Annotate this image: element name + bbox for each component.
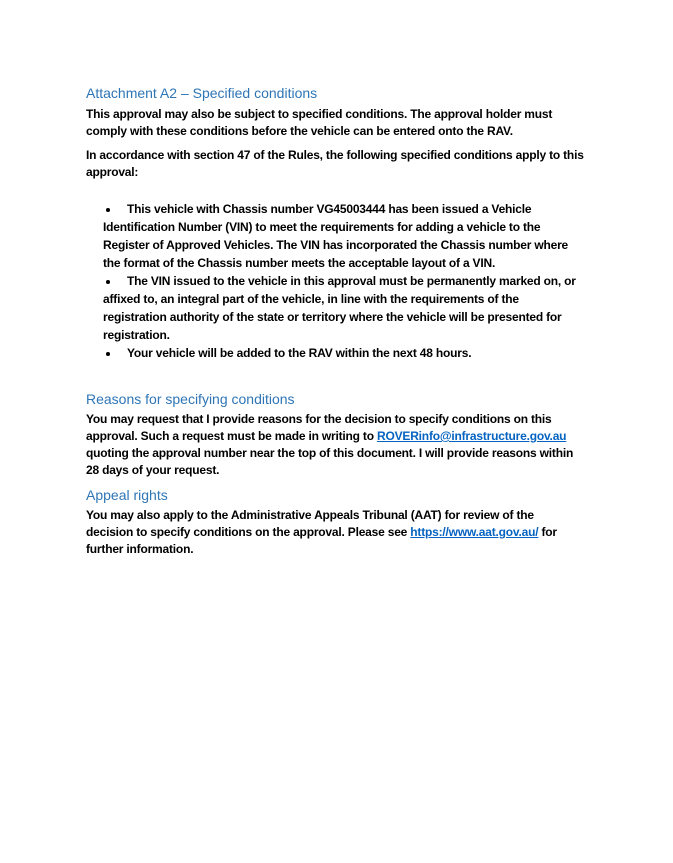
- bullet-icon: [103, 344, 127, 362]
- bullet-item: [103, 272, 598, 344]
- bullet-icon: [103, 272, 127, 290]
- reasons-paragraph: [86, 411, 598, 479]
- document-content: [86, 84, 598, 558]
- intro-paragraph-1: [86, 106, 598, 140]
- bullet-text: The VIN issued to the vehicle in this approval must be permanently marked on, or: [127, 274, 576, 288]
- paragraph-line: You may also apply to the Administrative Appeals Tribunal (AAT) for review of the: [86, 508, 534, 522]
- paragraph-line: [86, 428, 598, 445]
- bullet-line: [103, 344, 598, 362]
- paragraph-line: further information.: [86, 542, 194, 556]
- appeal-rights-heading: Appeal rights: [86, 487, 168, 503]
- rover-email-link[interactable]: ROVERinfo@infrastructure.gov.au: [377, 429, 567, 443]
- bullet-line: Identification Number (VIN) to meet the requirements for adding a vehicle to the: [103, 220, 541, 234]
- aat-website-link[interactable]: https://www.aat.gov.au/: [410, 525, 539, 539]
- paragraph-line: This approval may also be subject to specified conditions. The approval holder must: [86, 107, 553, 121]
- bullet-line: [103, 200, 598, 218]
- bullet-text: This vehicle with Chassis number VG45003444 has been issued a Vehicle: [127, 202, 532, 216]
- bullet-text: Your vehicle will be added to the RAV within the next 48 hours.: [127, 346, 472, 360]
- paragraph-line: quoting the approval number near the top of this document. I will provide reasons within: [86, 446, 574, 460]
- paragraph-line: comply with these conditions before the vehicle can be entered onto the RAV.: [86, 124, 513, 138]
- intro-paragraph-2: [86, 147, 598, 181]
- paragraph-text: approval. Such a request must be made in writing to: [86, 429, 377, 443]
- bullet-line: registration.: [103, 328, 170, 342]
- bullet-line: the format of the Chassis number meets the acceptable layout of a VIN.: [103, 256, 496, 270]
- bullet-line: affixed to, an integral part of the vehicle, in line with the requirements of the: [103, 292, 519, 306]
- specified-conditions-list: [103, 200, 598, 362]
- paragraph-text: for: [538, 525, 557, 539]
- attachment-a2-heading: Attachment A2 – Specified conditions: [86, 85, 318, 101]
- paragraph-line: In accordance with section 47 of the Rules, the following specified conditions apply to this: [86, 148, 584, 162]
- paragraph-text: decision to specify conditions on the approval. Please see: [86, 525, 411, 539]
- bullet-icon: [103, 200, 127, 218]
- bullet-item: [103, 344, 598, 362]
- bullet-line: registration authority of the state or territory where the vehicle will be presented for: [103, 310, 562, 324]
- bullet-line: Register of Approved Vehicles. The VIN has incorporated the Chassis number where: [103, 238, 569, 252]
- paragraph-line: approval:: [86, 165, 139, 179]
- paragraph-line: [86, 524, 598, 541]
- reasons-heading: Reasons for specifying conditions: [86, 391, 295, 407]
- paragraph-line: You may request that I provide reasons for the decision to specify conditions on this: [86, 412, 552, 426]
- appeal-paragraph: [86, 507, 598, 558]
- bullet-line: [103, 272, 598, 290]
- bullet-item: [103, 200, 598, 272]
- paragraph-line: 28 days of your request.: [86, 463, 220, 477]
